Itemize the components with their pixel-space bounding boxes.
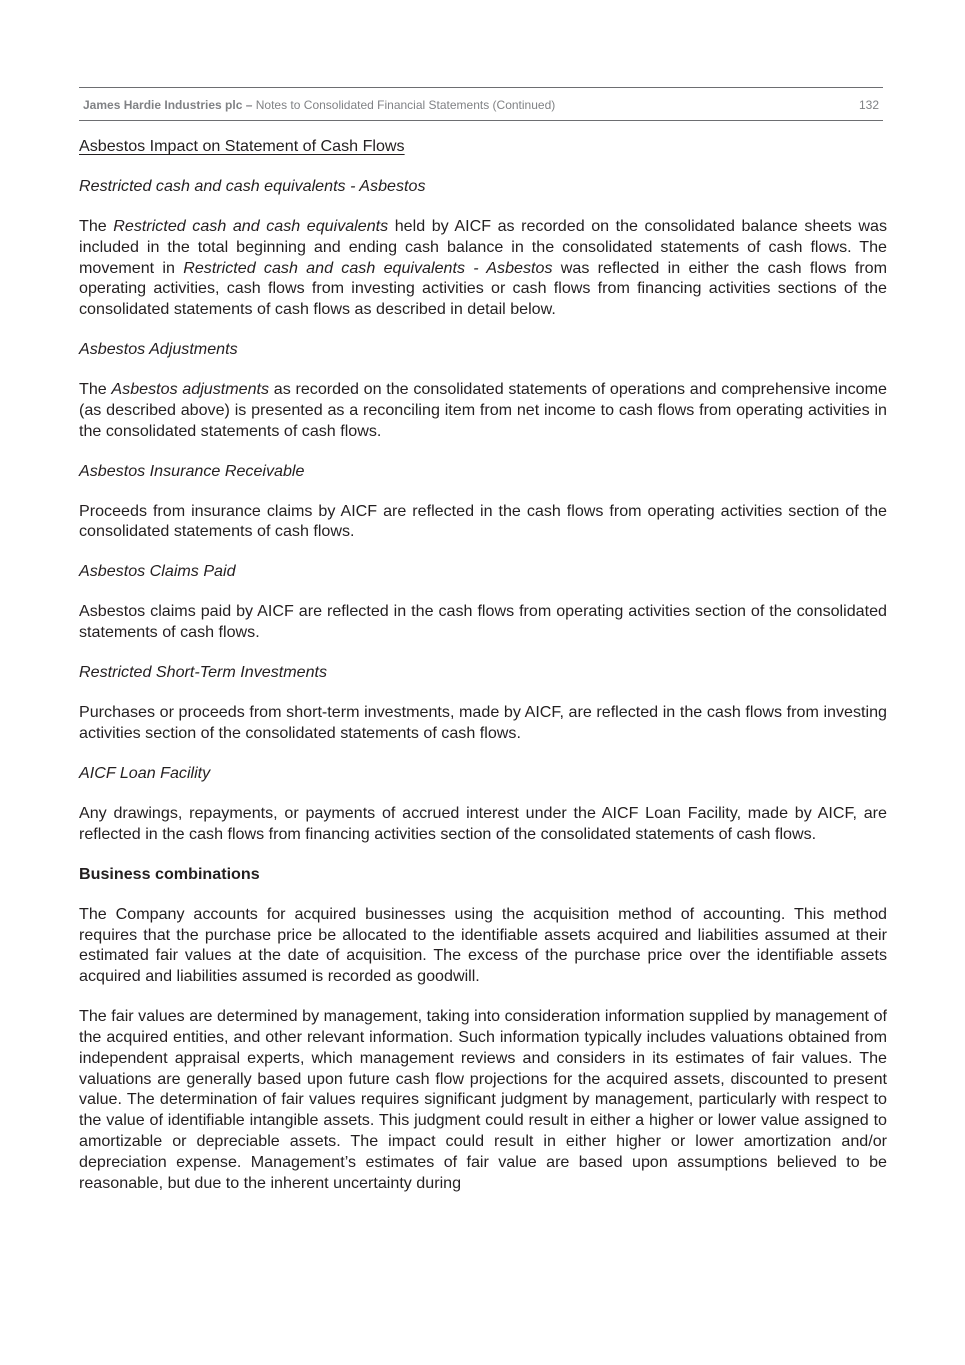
paragraph-adjustments bbox=[79, 379, 887, 441]
company-name: James Hardie Industries plc – bbox=[83, 98, 253, 112]
italic-term: Restricted cash and cash equivalents - Asbestos bbox=[183, 258, 553, 277]
paragraph-business-2: The fair values are determined by management, taking into consideration information supplied by management of the acquired entities, and other relevant information. Such information typically includes valuations obtained from independent appraisal experts, which management reviews and considers in its estimates of fair values. The valuations are generally based upon future cash flow projections for the acquired assets, discounted to present value. The determination of fair values requires significant judgment by management, particularly with respect to the value of identifiable intangible assets. This judgment could result in either a higher or lower value assigned to amortizable or depreciable assets. The impact could result in either higher or lower amortization and/or depreciation expense. Management’s estimates of fair value are based upon assumptions believed to be reasonable, but due to the inherent uncertainty during bbox=[79, 1007, 887, 1192]
italic-term: Asbestos adjustments bbox=[111, 380, 270, 399]
text-run: was reflected in either the cash flows from operating activities, cash flows from investing activities or cash flows from financing activities sections of the consolidated statements of cash flows as described in detail below. bbox=[79, 258, 888, 319]
header-title bbox=[83, 98, 555, 112]
document-body bbox=[79, 136, 887, 1212]
paragraph-insurance: Proceeds from insurance claims by AICF are reflected in the cash flows from operating activities section of the consolidated statements of cash flows. bbox=[79, 501, 887, 541]
subheading-business-combinations: Business combinations bbox=[79, 864, 260, 883]
running-header bbox=[83, 96, 879, 114]
page-number: 132 bbox=[858, 98, 879, 112]
subheading-adjustments: Asbestos Adjustments bbox=[79, 340, 238, 359]
text-run: held by AICF as recorded on the consolidated balance sheets was included in the total beginning and ending cash balance in the consolidated statements of cash flows. The movement in bbox=[79, 216, 887, 277]
header-top-rule bbox=[79, 87, 883, 88]
italic-term: Restricted cash and cash equivalents bbox=[113, 216, 389, 235]
paragraph-business-1: The Company accounts for acquired businesses using the acquisition method of accounting. This method requires that the purchase price be allocated to the identifiable assets acquired and liabilities assumed at their estimated fair values at the date of acquisition. The excess of the purchase price over the identifiable assets acquired and liabilities assumed is recorded as goodwill. bbox=[79, 904, 887, 986]
text-run: The bbox=[79, 380, 112, 399]
text-run: The bbox=[79, 216, 114, 235]
header-subtitle: Notes to Consolidated Financial Statements (Continued) bbox=[255, 98, 556, 112]
subheading-insurance: Asbestos Insurance Receivable bbox=[79, 461, 305, 480]
subheading-claims: Asbestos Claims Paid bbox=[79, 562, 236, 581]
text-run: as recorded on the consolidated statements of operations and comprehensive income (as described above) is presented as a reconciling item from net income to cash flows from operating activities in the consolidated statements of cash flows. bbox=[79, 380, 887, 440]
header-bottom-rule bbox=[79, 120, 883, 121]
paragraph-loan: Any drawings, repayments, or payments of accrued interest under the AICF Loan Facility, made by AICF, are reflected in the cash flows from financing activities section of the consolidated statements of cash flows. bbox=[79, 803, 887, 843]
section-title: Asbestos Impact on Statement of Cash Flows bbox=[79, 137, 405, 155]
paragraph-short-term: Purchases or proceeds from short-term investments, made by AICF, are reflected in the cash flows from investing activities section of the consolidated statements of cash flows. bbox=[79, 703, 887, 743]
subheading-loan: AICF Loan Facility bbox=[79, 764, 211, 782]
paragraph-restricted-cash bbox=[79, 216, 887, 320]
subheading-short-term: Restricted Short-Term Investments bbox=[79, 663, 328, 682]
subheading-restricted-cash: Restricted cash and cash equivalents - Asbestos bbox=[79, 176, 426, 195]
paragraph-claims: Asbestos claims paid by AICF are reflected in the cash flows from operating activities section of the consolidated statements of cash flows. bbox=[79, 602, 887, 642]
